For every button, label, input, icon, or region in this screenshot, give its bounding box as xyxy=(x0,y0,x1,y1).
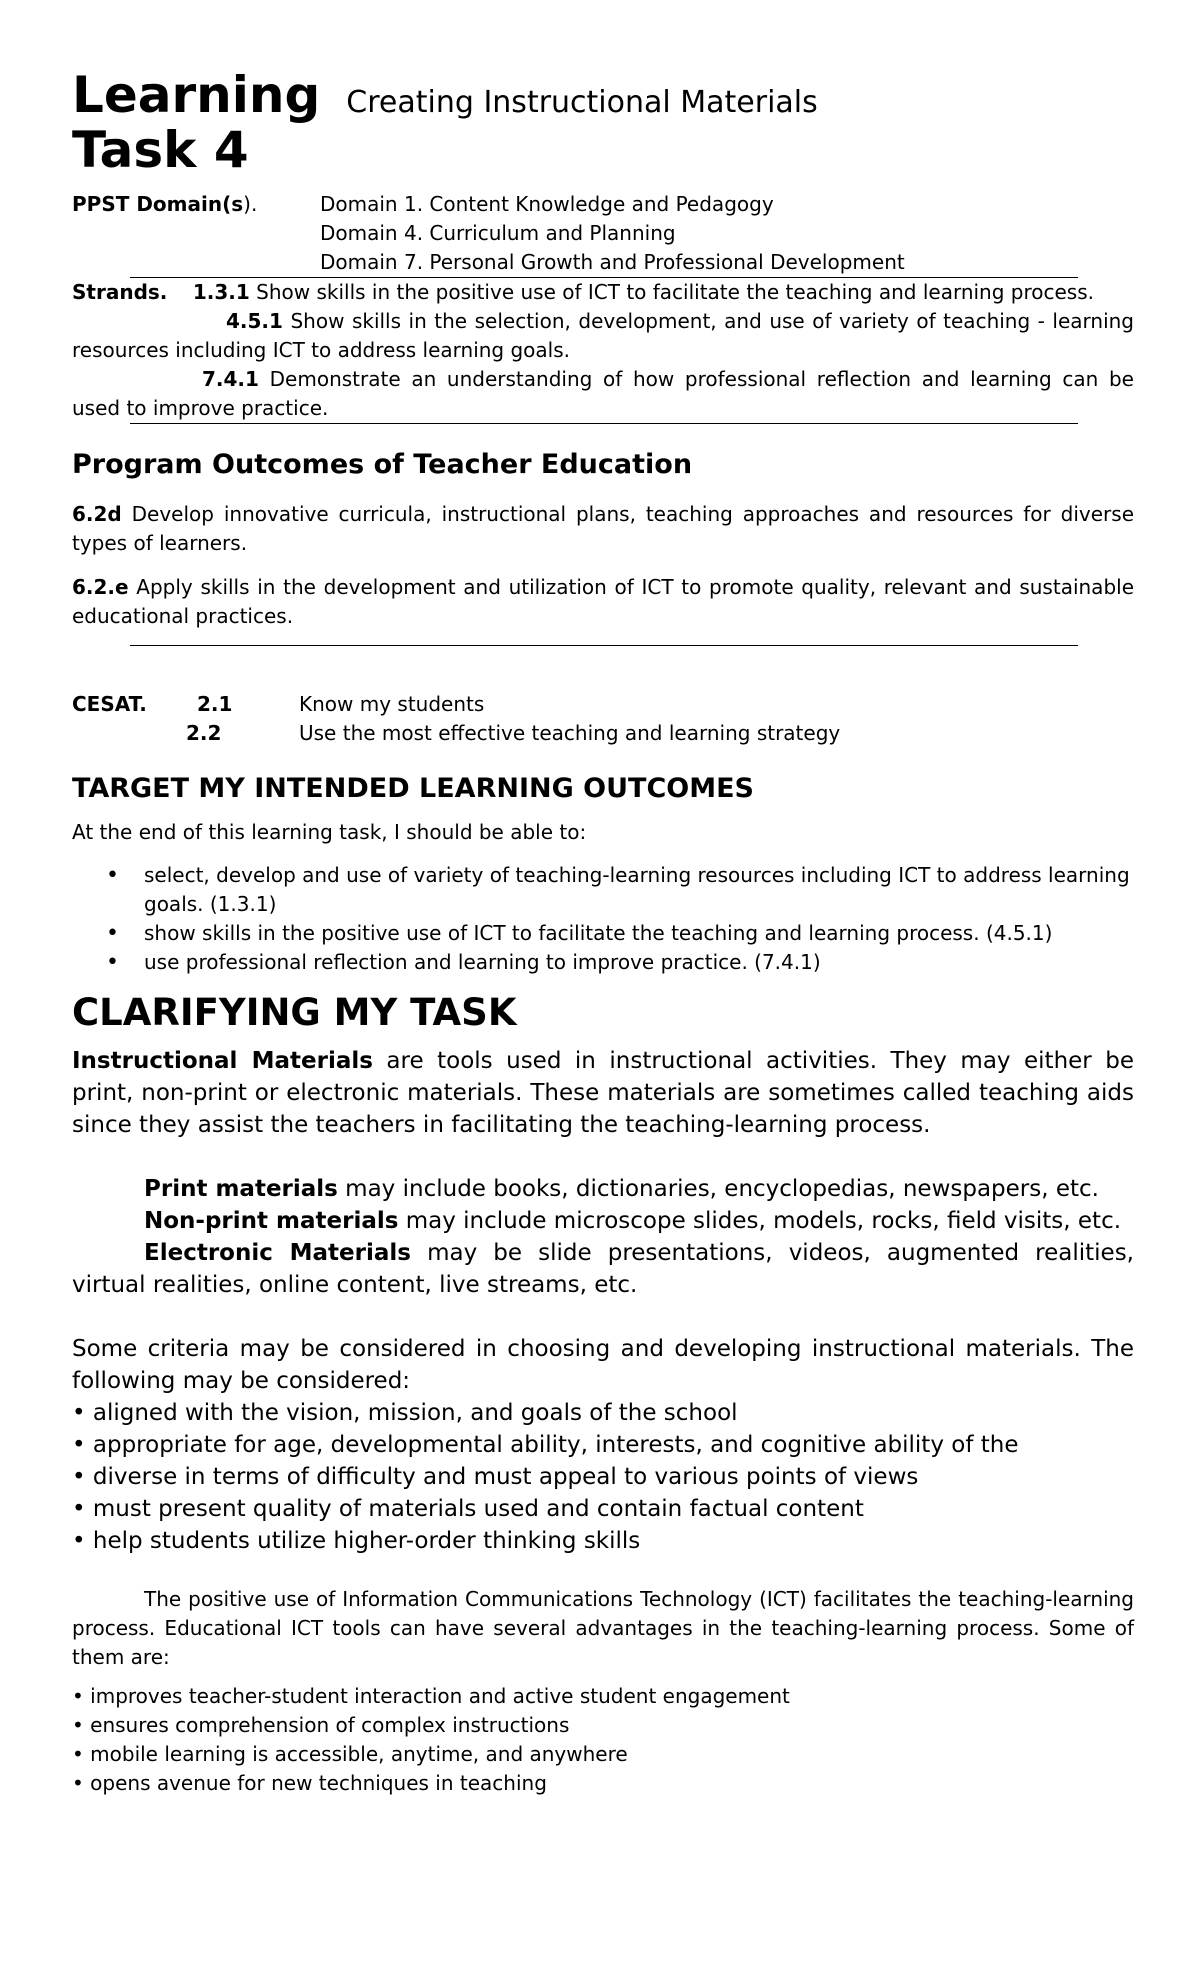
title-main: Learning xyxy=(72,66,321,124)
title-subtitle: Creating Instructional Materials xyxy=(346,85,818,120)
cesat-text: Know my students xyxy=(299,692,485,716)
type-text: may be slide presentations, videos, augmented realities, virtual realities, online content, live streams, etc. xyxy=(72,1240,1134,1298)
list-item: • use professional reflection and learning to improve practice. (7.4.1) xyxy=(144,948,1134,977)
criteria-list xyxy=(72,1397,1134,1557)
list-item: • ensures comprehension of complex instructions xyxy=(72,1713,570,1737)
strand-code: 1.3.1 xyxy=(192,280,250,304)
strand-code: 4.5.1 xyxy=(226,309,283,333)
strand-text: Show skills in the selection, development, and use of variety of teaching - learning resources including ICT to address learning goals. xyxy=(72,309,1134,362)
list-item: • select, develop and use of variety of teaching-learning resources including ICT to address learning goals. (1.3.1) xyxy=(144,861,1134,919)
outcome-text: Apply skills in the development and utilization of ICT to promote quality, relevant and sustainable educational practices. xyxy=(72,575,1134,628)
list-item: • aligned with the vision, mission, and goals of the school xyxy=(72,1400,738,1426)
list-item: • mobile learning is accessible, anytime, and anywhere xyxy=(72,1742,628,1766)
cesat-code: 2.2 xyxy=(186,721,222,745)
type-text: may include books, dictionaries, encyclopedias, newspapers, etc. xyxy=(337,1176,1099,1202)
clarifying-heading: CLARIFYING MY TASK xyxy=(72,991,517,1034)
target-list xyxy=(72,861,1134,977)
ppst-row-2 xyxy=(72,219,1134,248)
list-item: • improves teacher-student interaction and active student engagement xyxy=(72,1684,790,1708)
list-item: • help students utilize higher-order thinking skills xyxy=(72,1528,641,1554)
cesat-text: Use the most effective teaching and learning strategy xyxy=(299,721,841,745)
outcome-6-2e xyxy=(72,573,1134,631)
ict-paragraph: The positive use of Information Communications Technology (ICT) facilitates the teaching-learning process. Educational ICT tools can have several advantages in the teaching-learning process. Some of them are: xyxy=(72,1587,1134,1669)
clarifying-intro xyxy=(72,1045,1134,1141)
ppst-domain-4: Domain 4. Curriculum and Planning xyxy=(320,221,676,245)
ppst-domains xyxy=(72,190,1134,277)
ppst-domain-1: Domain 1. Content Knowledge and Pedagogy xyxy=(320,192,774,216)
cesat-block xyxy=(72,690,1134,748)
program-outcomes-heading: Program Outcomes of Teacher Education xyxy=(72,449,693,480)
intro-text: are tools used in instructional activities. They may either be print, non-print or electronic materials. These materials are sometimes called teaching aids since they assist the teachers in facilitating the teaching-learning process. xyxy=(72,1048,1134,1138)
list-item: • appropriate for age, developmental ability, interests, and cognitive ability of the xyxy=(72,1432,1019,1458)
list-item: • show skills in the positive use of ICT to facilitate the teaching and learning process. (4.5.1) xyxy=(144,919,1134,948)
type-text: may include microscope slides, models, rocks, field visits, etc. xyxy=(398,1208,1122,1234)
strand-1 xyxy=(72,278,1134,307)
title-task: Task 4 xyxy=(72,121,249,179)
outcome-text: Develop innovative curricula, instructional plans, teaching approaches and resources for diverse types of learners. xyxy=(72,502,1134,555)
cesat-row-2 xyxy=(72,719,1134,748)
cesat-label: CESAT. xyxy=(72,692,147,716)
outcome-code: 6.2.e xyxy=(72,575,129,599)
material-types xyxy=(72,1173,1134,1301)
target-intro: At the end of this learning task, I should be able to: xyxy=(72,820,587,844)
divider xyxy=(130,423,1078,424)
type-print xyxy=(72,1173,1134,1205)
strand-code: 7.4.1 xyxy=(202,367,259,391)
criteria-intro: Some criteria may be considered in choosing and developing instructional materials. The following may be considered: xyxy=(72,1336,1134,1394)
type-non-print xyxy=(72,1205,1134,1237)
type-electronic xyxy=(72,1237,1134,1301)
ppst-domain-7: Domain 7. Personal Growth and Professional Development xyxy=(320,250,905,274)
intro-term: Instructional Materials xyxy=(72,1048,373,1074)
type-term: Print materials xyxy=(144,1176,338,1202)
ppst-label: PPST Domain(s xyxy=(72,192,244,216)
target-heading: TARGET MY INTENDED LEARNING OUTCOMES xyxy=(72,773,754,804)
list-item: • opens avenue for new techniques in teaching xyxy=(72,1771,547,1795)
cesat-code: 2.1 xyxy=(197,692,233,716)
strand-text: Show skills in the positive use of ICT to facilitate the teaching and learning process. xyxy=(249,280,1094,304)
ppst-row-3 xyxy=(72,248,1134,277)
strand-2 xyxy=(72,307,1134,365)
outcome-code: 6.2d xyxy=(72,502,122,526)
list-item: • diverse in terms of difficulty and must appeal to various points of views xyxy=(72,1464,919,1490)
cesat-row-1 xyxy=(72,690,1134,719)
document-page xyxy=(72,68,1134,1798)
strands-label: Strands. xyxy=(72,280,168,304)
list-item: • must present quality of materials used and contain factual content xyxy=(72,1496,864,1522)
type-term: Electronic Materials xyxy=(144,1240,411,1266)
ict-advantages-list xyxy=(72,1682,1134,1798)
title-row xyxy=(72,68,1134,123)
strand-text: Demonstrate an understanding of how professional reflection and learning can be used to improve practice. xyxy=(72,367,1134,420)
strand-3 xyxy=(72,365,1134,423)
ppst-row-1 xyxy=(72,190,1134,219)
ppst-label-suffix: ). xyxy=(243,192,258,216)
divider xyxy=(130,645,1078,646)
outcome-6-2d xyxy=(72,500,1134,558)
type-term: Non-print materials xyxy=(144,1208,399,1234)
